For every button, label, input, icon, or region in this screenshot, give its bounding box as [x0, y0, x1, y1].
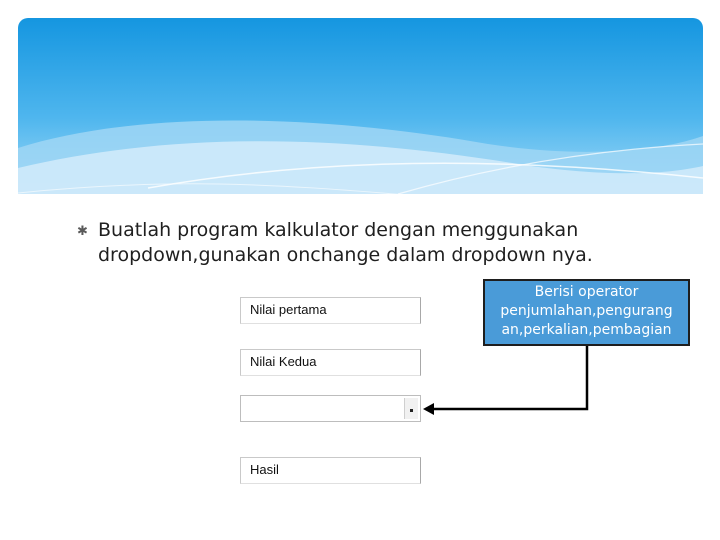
bullet-text: Buatlah program kalkulator dengan menggunakan dropdown,gunakan onchange dalam dropdown nya. [98, 219, 593, 266]
first-value-text: Nilai pertama [250, 302, 327, 317]
asterisk-bullet-icon: ✱ [77, 224, 88, 239]
callout-text: Berisi operator penjumlahan,pengurang an,perkalian,pembagian [500, 284, 673, 338]
result-text: Hasil [250, 462, 279, 477]
second-value-text: Nilai Kedua [250, 354, 317, 369]
